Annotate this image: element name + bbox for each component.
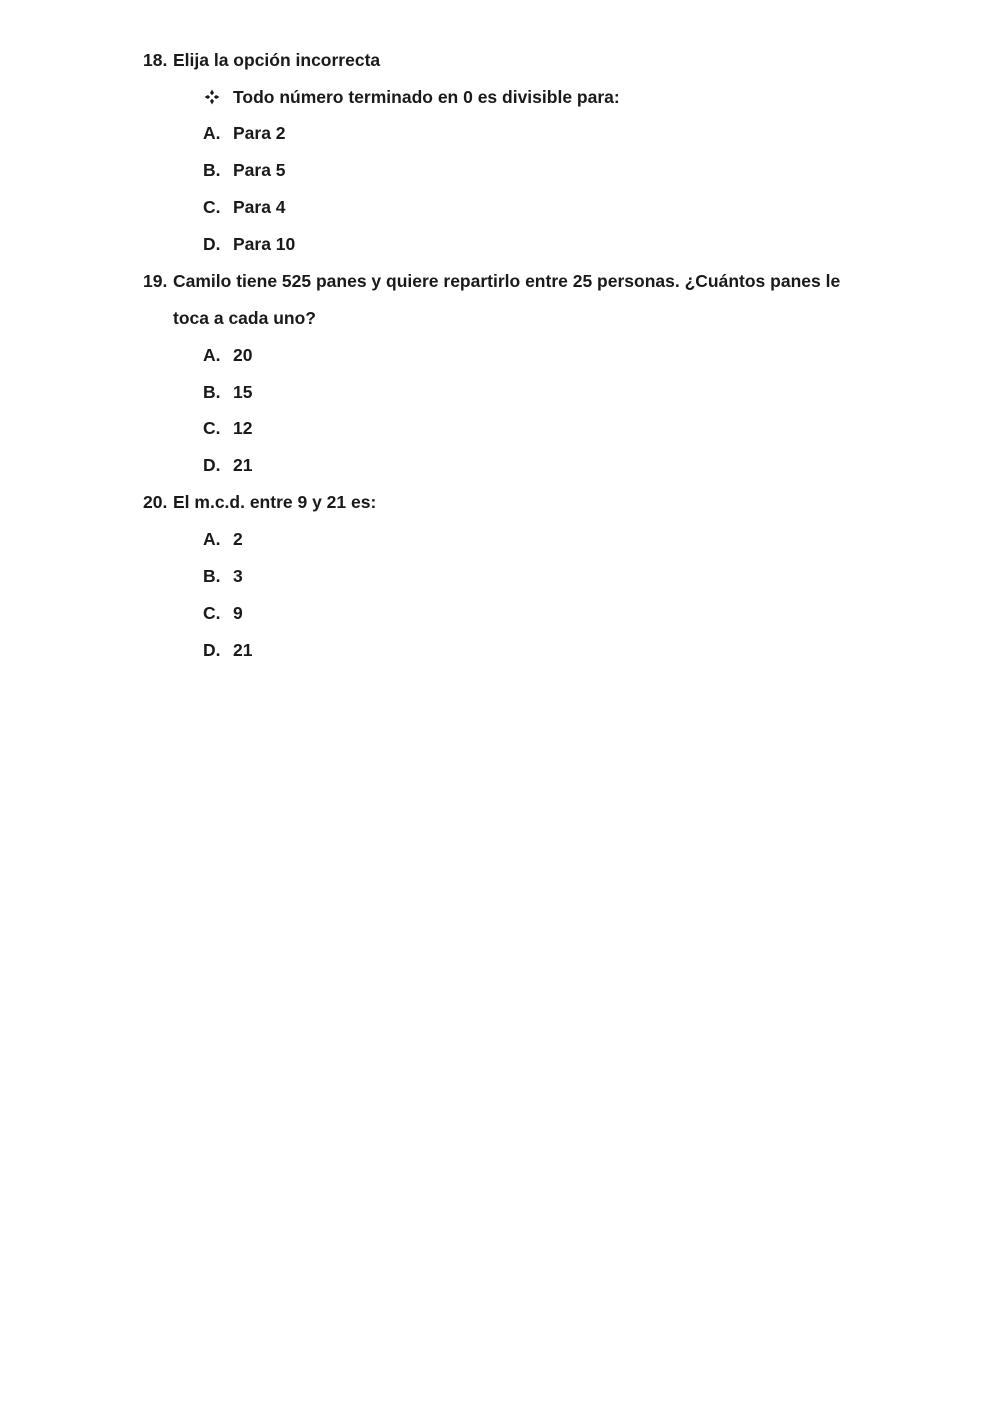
option-text: 3 [233,566,243,586]
option-text: 21 [233,455,253,475]
option-letter: B. [203,160,221,180]
question-number: 20. [143,492,168,512]
option-letter: D. [203,234,221,254]
question-prompt: Todo número terminado en 0 es divisible para: [233,87,620,107]
option-letter: B. [203,566,221,586]
option-letter: A. [203,529,221,549]
option-text: 15 [233,382,253,402]
option-letter: C. [203,197,221,217]
question-text: Elija la opción incorrecta [173,50,381,70]
option-text: 21 [233,640,253,660]
question-text: Camilo tiene 525 panes y quiere repartirlo entre 25 personas. ¿Cuántos panes le [173,271,841,291]
option-text: 9 [233,603,243,623]
option-letter: A. [203,345,221,365]
option-text: Para 2 [233,123,286,143]
option-text: Para 4 [233,197,286,217]
question-number: 18. [143,50,168,70]
option-text: 2 [233,529,243,549]
option-letter: D. [203,640,221,660]
option-letter: D. [203,455,221,475]
question-text: El m.c.d. entre 9 y 21 es: [173,492,377,512]
option-letter: B. [203,382,221,402]
option-letter: C. [203,418,221,438]
option-text: 12 [233,418,253,438]
option-letter: A. [203,123,221,143]
option-text: Para 10 [233,234,296,254]
option-text: 20 [233,345,253,365]
question-text: toca a cada uno? [173,308,316,328]
question-number: 19. [143,271,168,291]
option-text: Para 5 [233,160,286,180]
option-letter: C. [203,603,221,623]
diamond-bullet-icon [204,89,220,105]
